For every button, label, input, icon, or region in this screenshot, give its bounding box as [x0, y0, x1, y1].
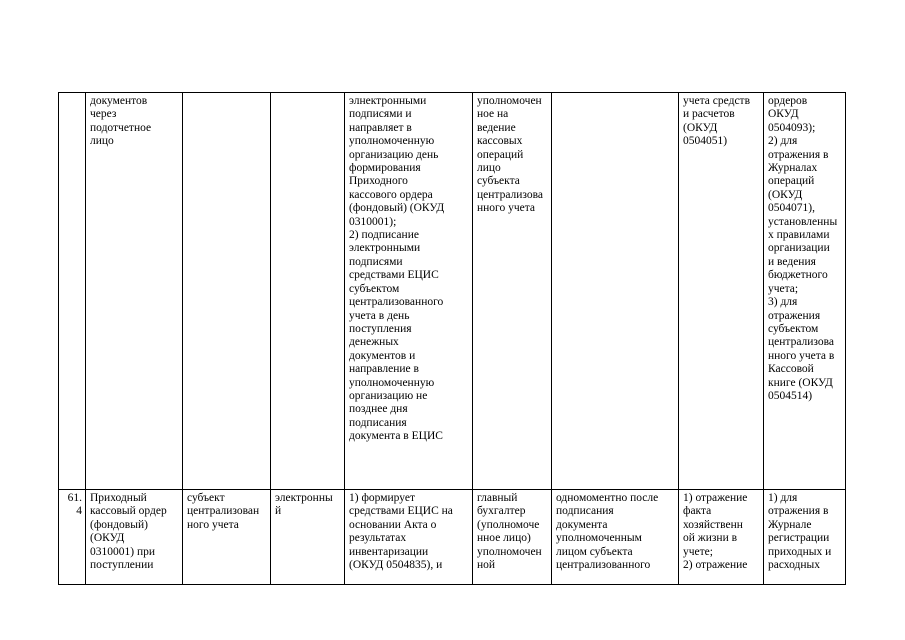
row-number-cell: 61. 4 [59, 490, 86, 585]
document-name-cell: Приходный кассовый ордер (фондовый) (ОКУД 0310001) при поступлении [86, 490, 183, 585]
deadline-cell [552, 93, 679, 490]
document-name-cell: документов через подотчетное лицо [86, 93, 183, 490]
procedure-cell: 1) формирует средствами ЕЦИС на основании Акта о результатах инвентаризации (ОКУД 0504835), и [345, 490, 473, 585]
format-cell: электронны й [271, 490, 345, 585]
format-cell [271, 93, 345, 490]
deadline-cell: одномоментно после подписания документа уполномоченным лицом субъекта централизованного [552, 490, 679, 585]
responsible-cell: главный бухгалтер (уполномоче нное лицо) уполномочен ной [473, 490, 552, 585]
storage-cell: 1) для отражения в Журнале регистрации приходных и расходных [764, 490, 846, 585]
procedure-cell: элнектронными подписями и направляет в уполномоченную организацию день формирования Приходного кассового ордера (фондовый) (ОКУД 0310001); 2) подписание электронными подписями средствами ЕЦИС субъектом централизованного учета в день поступления денежных документов и направление в уполномоченную организацию не позднее дня подписания документа в ЕЦИС [345, 93, 473, 490]
row-number-cell [59, 93, 86, 490]
accounting-cell: 1) отражение факта хозяйственн ой жизни в учете; 2) отражение [679, 490, 764, 585]
source-cell: субъект централизован ного учета [183, 490, 271, 585]
storage-cell: ордеров ОКУД 0504093); 2) для отражения в Журналах операций (ОКУД 0504071), установленны х правилами организации и ведения бюджетного учета; 3) для отражения субъектом централизова нного учета в Кассовой книге (ОКУД 0504514) [764, 93, 846, 490]
source-cell [183, 93, 271, 490]
table-row [59, 490, 846, 585]
regulation-table [58, 92, 846, 585]
responsible-cell: уполномочен ное на ведение кассовых операций лицо субъекта централизова нного учета [473, 93, 552, 490]
accounting-cell: учета средств и расчетов (ОКУД 0504051) [679, 93, 764, 490]
table-row [59, 93, 846, 490]
